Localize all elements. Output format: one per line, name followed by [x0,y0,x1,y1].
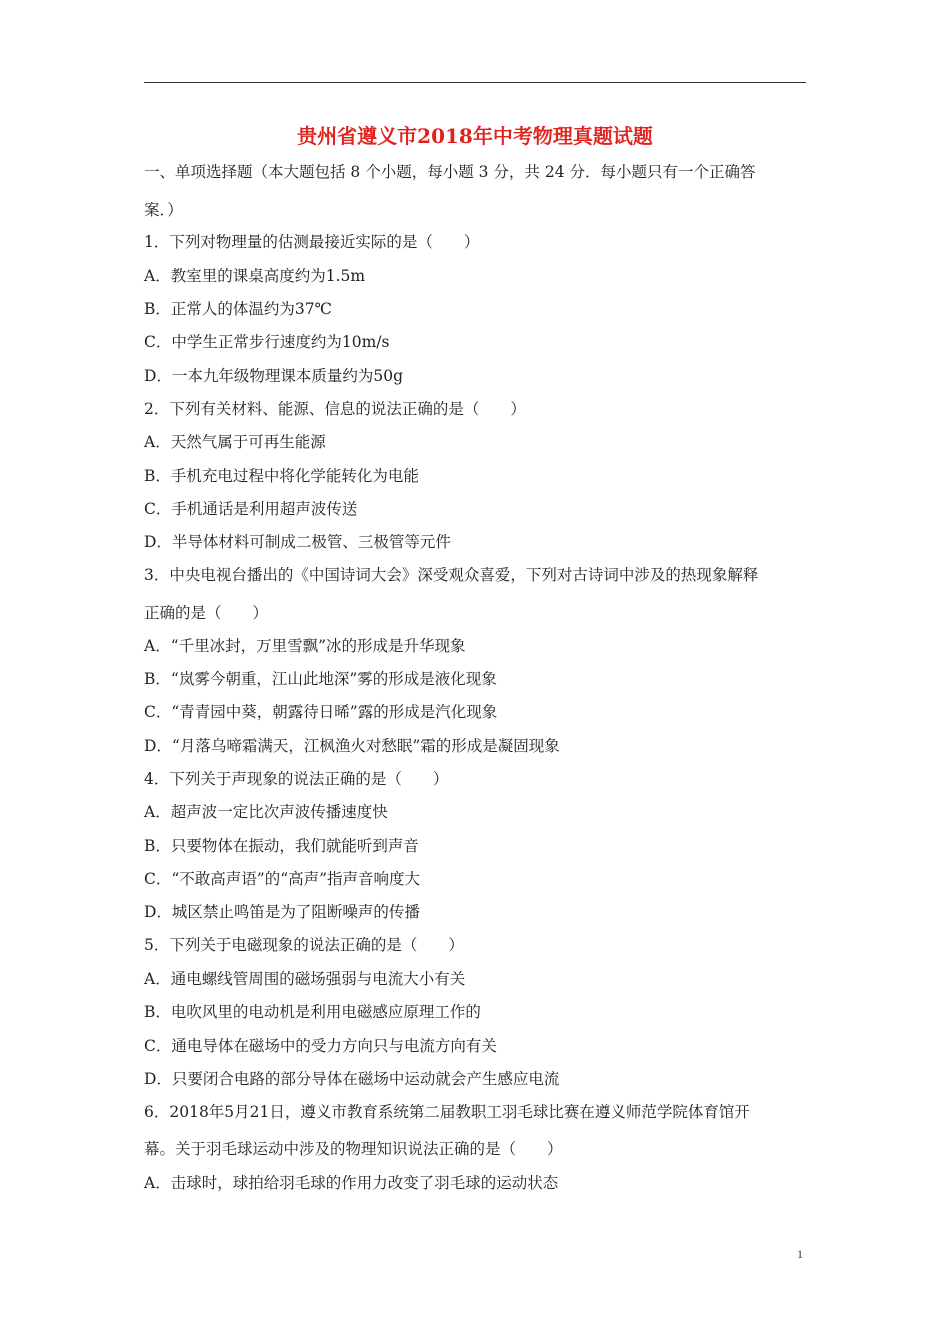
q3-option-c: C．“青青园中葵，朝露待日晞”露的形成是汽化现象 [144,703,498,721]
question-3-cont: 正确的是（ ） [144,604,269,622]
q4-option-c: C．“不敢高声语”的“高声”指声音响度大 [144,870,421,888]
q2-option-a: A．天然气属于可再生能源 [144,433,326,451]
section-heading-cont: 案．） [144,201,183,219]
q1-option-c: C．中学生正常步行速度约为10m/s [144,333,390,351]
q5-option-d: D．只要闭合电路的部分导体在磁场中运动就会产生感应电流 [144,1070,560,1088]
q4-option-a: A．超声波一定比次声波传播速度快 [144,803,388,821]
page-title: 贵州省遵义市2018年中考物理真题试题 [297,124,653,148]
q1-option-d: D．一本九年级物理课本质量约为50g [144,367,404,385]
q2-option-d: D．半导体材料可制成二极管、三极管等元件 [144,533,451,551]
q4-option-b: B．只要物体在振动，我们就能听到声音 [144,837,419,855]
section-heading: 一、单项选择题（本大题包括 8 个小题，每小题 3 分，共 24 分．每小题只有一个正确答 [144,163,756,181]
q4-option-d: D．城区禁止鸣笛是为了阻断噪声的传播 [144,903,420,921]
page-number: 1 [797,1247,803,1261]
q3-option-b: B．“岚雾今朝重，江山此地深”雾的形成是液化现象 [144,670,497,688]
q5-option-a: A．通电螺线管周围的磁场强弱与电流大小有关 [144,970,466,988]
q2-option-c: C．手机通话是利用超声波传送 [144,500,358,518]
q1-option-a: A．教室里的课桌高度约为1.5m [144,267,366,285]
question-4: 4．下列关于声现象的说法正确的是（ ） [144,770,449,788]
q1-option-b: B．正常人的体温约为37℃ [144,300,332,318]
question-2: 2．下列有关材料、能源、信息的说法正确的是（ ） [144,400,526,418]
q3-option-d: D．“月落乌啼霜满天，江枫渔火对愁眠”霜的形成是凝固现象 [144,737,560,755]
question-1: 1．下列对物理量的估测最接近实际的是（ ） [144,233,480,251]
question-3: 3．中央电视台播出的《中国诗词大会》深受观众喜爱，下列对古诗词中涉及的热现象解释 [144,566,759,584]
question-6: 6．2018年5月21日，遵义市教育系统第二届教职工羽毛球比赛在遵义师范学院体育馆开 [144,1103,750,1121]
q5-option-c: C．通电导体在磁场中的受力方向只与电流方向有关 [144,1037,497,1055]
question-6-cont: 幕。关于羽毛球运动中涉及的物理知识说法正确的是（ ） [144,1140,563,1158]
header-rule [144,82,806,83]
question-5: 5．下列关于电磁现象的说法正确的是（ ） [144,936,464,954]
q3-option-a: A．“千里冰封，万里雪飘”冰的形成是升华现象 [144,637,466,655]
q5-option-b: B．电吹风里的电动机是利用电磁感应原理工作的 [144,1003,481,1021]
q6-option-a: A．击球时，球拍给羽毛球的作用力改变了羽毛球的运动状态 [144,1174,559,1192]
q2-option-b: B．手机充电过程中将化学能转化为电能 [144,467,419,485]
